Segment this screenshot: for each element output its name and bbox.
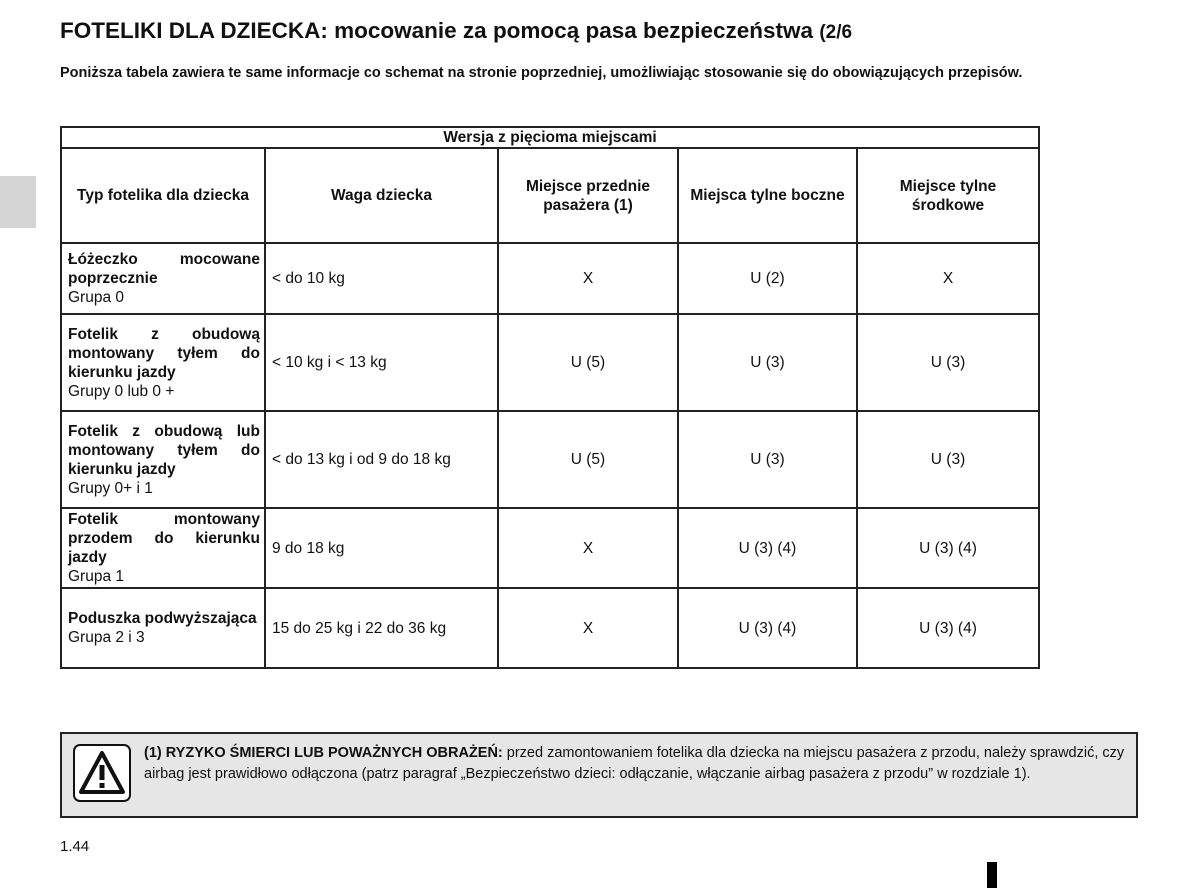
chapter-side-tab bbox=[0, 176, 36, 228]
child-weight-cell: 15 do 25 kg i 22 do 36 kg bbox=[265, 588, 498, 668]
table-row bbox=[61, 314, 1039, 411]
rear-center-cell: U (3) (4) bbox=[857, 588, 1039, 668]
column-header-type: Typ fotelika dla dziecka bbox=[61, 148, 265, 243]
rear-side-cell: U (3) bbox=[678, 411, 857, 508]
child-weight-cell: 9 do 18 kg bbox=[265, 508, 498, 588]
seat-group: Grupy 0 lub 0 + bbox=[68, 382, 175, 400]
table-row bbox=[61, 588, 1039, 668]
seat-type-cell bbox=[61, 411, 265, 508]
table-header-row bbox=[61, 148, 1039, 243]
table-row bbox=[61, 508, 1039, 588]
front-seat-cell: U (5) bbox=[498, 411, 678, 508]
seat-group: Grupa 1 bbox=[68, 568, 125, 585]
warning-text bbox=[144, 743, 1129, 784]
rear-side-cell: U (3) bbox=[678, 314, 857, 411]
seat-type-name: Poduszka podwyższająca bbox=[68, 610, 257, 627]
seat-type-name: Fotelik z obudową montowany tyłem do kierunku jazdy bbox=[68, 325, 260, 381]
intro-paragraph: Poniższa tabela zawiera te same informacje co schemat na stronie poprzedniej, umożliwiając stosowanie się do obowiązujących przepisów. bbox=[60, 65, 1023, 81]
seat-type-name: Łóżeczko mocowane poprzecznie bbox=[68, 251, 260, 287]
seat-type-cell bbox=[61, 243, 265, 314]
child-seat-table bbox=[60, 126, 1040, 669]
rear-side-cell: U (2) bbox=[678, 243, 857, 314]
child-weight-cell: < do 10 kg bbox=[265, 243, 498, 314]
page-title bbox=[60, 18, 852, 44]
seat-type-cell bbox=[61, 314, 265, 411]
seat-type-cell bbox=[61, 588, 265, 668]
column-header-rear-side: Miejsca tylne boczne bbox=[678, 148, 857, 243]
front-seat-cell: U (5) bbox=[498, 314, 678, 411]
seat-group: Grupa 2 i 3 bbox=[68, 629, 145, 646]
seat-type-name: Fotelik montowany przodem do kierunku jazdy bbox=[68, 511, 260, 566]
rear-center-cell: U (3) bbox=[857, 314, 1039, 411]
rear-side-cell: U (3) (4) bbox=[678, 508, 857, 588]
seat-type-cell bbox=[61, 508, 265, 588]
child-weight-cell: < 10 kg i < 13 kg bbox=[265, 314, 498, 411]
page-edge-marker bbox=[987, 862, 997, 888]
child-weight-cell: < do 13 kg i od 9 do 18 kg bbox=[265, 411, 498, 508]
table-caption-row bbox=[61, 127, 1039, 148]
rear-side-cell: U (3) (4) bbox=[678, 588, 857, 668]
column-header-weight: Waga dziecka bbox=[265, 148, 498, 243]
column-header-front: Miejsce przednie pasażera (1) bbox=[498, 148, 678, 243]
front-seat-cell: X bbox=[498, 508, 678, 588]
warning-triangle-icon bbox=[73, 744, 131, 802]
rear-center-cell: U (3) bbox=[857, 411, 1039, 508]
page-title-text: FOTELIKI DLA DZIECKA: mocowanie za pomocą pasa bezpieczeństwa bbox=[60, 18, 814, 43]
front-seat-cell: X bbox=[498, 588, 678, 668]
rear-center-cell: X bbox=[857, 243, 1039, 314]
seat-group: Grupy 0+ i 1 bbox=[68, 479, 153, 497]
warning-body: przed zamontowaniem fotelika dla dziecka na miejscu pasażera z przodu, należy sprawdzić, czy airbag jest prawidłowo odłączona (patrz paragraf „Bezpieczeństwo dzieci: odłączanie, włączanie airbag pasażera z przodu” w rozdziale 1). bbox=[144, 745, 1125, 782]
page-title-suffix: (2/6 bbox=[819, 22, 853, 43]
page-number: 1.44 bbox=[60, 838, 90, 855]
table-row bbox=[61, 243, 1039, 314]
table-row bbox=[61, 411, 1039, 508]
seat-type-name: Fotelik z obudową lub montowany tyłem do kierunku jazdy bbox=[68, 422, 260, 478]
front-seat-cell: X bbox=[498, 243, 678, 314]
column-header-rear-center: Miejsce tylne środkowe bbox=[857, 148, 1039, 243]
warning-box bbox=[60, 732, 1138, 818]
table-caption: Wersja z pięcioma miejscami bbox=[61, 127, 1039, 148]
rear-center-cell: U (3) (4) bbox=[857, 508, 1039, 588]
seat-group: Grupa 0 bbox=[68, 289, 125, 306]
warning-heading: (1) RYZYKO ŚMIERCI LUB POWAŻNYCH OBRAŻEŃ: bbox=[144, 745, 503, 761]
